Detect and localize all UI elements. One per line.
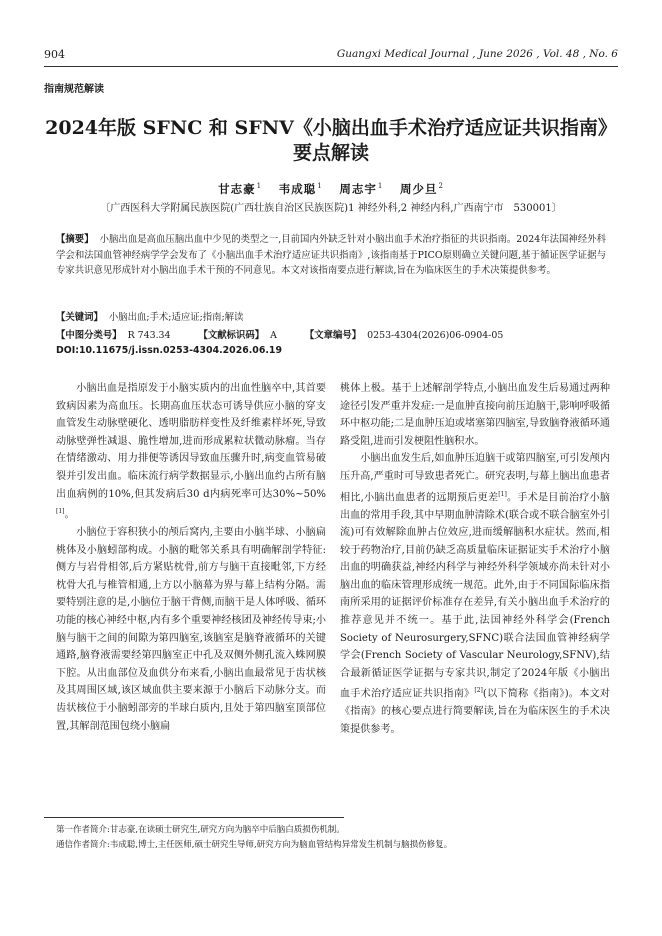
article-title xyxy=(30,116,632,166)
title-line-1: 2024年版 SFNC 和 SFNV《小脑出血手术治疗适应证共识指南》 xyxy=(45,117,617,139)
keywords xyxy=(56,309,606,323)
paragraph: 小脑位于容积狭小的颅后窝内,主要由小脑半球、小脑扁桃体及小脑蚓部构成。小脑的毗邻关系具有明确解剖学特征:侧方与岩骨相邻,后方紧贴枕骨,前方与脑干直接毗邻,下方经枕骨大孔与椎管相通,上方以小脑幕为界与幕上结构分隔。需要特别注意的是,小脑位于脑干背侧,而脑干是人体呼吸、循环功能的核心神经中枢,内有多个重要神经核团及神经传导束;小脑与脑干之间的间隙为第四脑室,该脑室是脑脊液循环的关键通路,脑脊液需要经第四脑室正中孔及双侧外侧孔流入蛛网膜下腔。从出血部位及血供分布来看,小脑出血最常见于齿状核及其周围区域,该区域血供主要来源于小脑后下动脉分支。而齿状核位于小脑蚓部旁的半球白质内,且处于第四脑室顶部位置,其解剖范围包绕小脑扁 xyxy=(56,527,326,732)
paragraph: 小脑出血发生后,如血肿压迫脑干或第四脑室,可引发颅内压升高,严重时可导致患者死亡。研究表明,与幕上脑出血患者相比,小脑出血患者的远期预后更差[1]。手术是目前治疗小脑出血的常用手段,其中早期血肿清除术(联合或不联合脑室外引流)可有效解除血肿占位效应,进而缓解脑积水症状。然而,相较于药物治疗,目前仍缺乏高质量临床证据证实手术治疗小脑出血的明确获益,神经内科学与神经外科学领域亦尚未针对小脑出血的临床管理形成统一规范。此外,由于不同国际临床指南所采用的证据评价标准存在差异,有关小脑出血手术治疗的推荐意见并不统一。基于此,法国神经外科学会(French Society of Neurosurgery,SFNC)联合法国血管神经病学学会(French Society of Vascular Neurology,SFNV),结合最新循证医学证据与专家共识,制定了2024年版《小脑出血手术治疗适应证共识指南》[2](以下简称《指南》)。本文对《指南》的核心要点进行简要解读,旨在为临床医生的手术决策提供参考。 xyxy=(340,453,611,735)
column-tag: 指南规范解读 xyxy=(44,84,104,95)
abstract-text: 小脑出血是高血压脑出血中少见的类型之一,目前国内外缺乏针对小脑出血手术治疗指征的共识指南。2024年法国神经外科学会和法国血管神经病学学会发布了《小脑出血手术治疗适应证共识指南》,该指南基于PICO原则确立关键问题,基于循证医学证据与专家共识意见形成针对小脑出血手术干预的不同意见。本文对该指南要点进行解读,旨在为临床医生的手术决策提供参考。 xyxy=(56,234,606,276)
classification-line xyxy=(56,327,606,341)
keywords-label: 【关键词】 xyxy=(56,312,103,323)
footnote-rule xyxy=(44,817,344,818)
body-column-right xyxy=(340,380,610,739)
author: 甘志豪$^1$ xyxy=(218,182,263,196)
abstract-label: 【摘要】 xyxy=(56,234,94,245)
footnote-corresponding-author: 通信作者简介:韦成聪,博士,主任医师,硕士研究生导师,研究方向为脑血管结构异常发生机制与脑损伤修复。 xyxy=(56,840,453,850)
paragraph: 小脑出血是指原发于小脑实质内的出血性脑卒中,其首要致病因素为高血压。长期高血压状态可诱导供应小脑的穿支血管发生动脉壁硬化、透明脂肪样变性及纤维素样坏死,导致动脉壁弹性减退、脆性增加,进而形成累粒状微动脉瘤。当存在情绪激动、用力排便等诱因导致血压骤升时,病变血管易破裂并引发出血。临床流行病学数据显示,小脑出血约占所有脑出血病例的10%,但其发病后30 d内病死率可达30%~50%[1]。 xyxy=(56,383,326,521)
author: 周少旦$^2$ xyxy=(399,182,444,196)
affiliation: 〔广西医科大学附属民族医院(广西壮族自治区民族医院)1 神经外科,2 神经内科,广西南宁市 530001〕 xyxy=(100,203,562,214)
paragraph: 桃体上极。基于上述解剖学特点,小脑出血发生后易通过两种途径引发严重并发症:一是血肿直接向前压迫脑干,影响呼吸循环中枢功能;二是血肿压迫或堵塞第四脑室,导致脑脊液循环通路受阻,进而引发梗阻性脑积水。 xyxy=(340,383,610,447)
title-line-2: 要点解读 xyxy=(292,142,369,164)
author: 周志宇$^1$ xyxy=(339,182,384,196)
header-rule xyxy=(44,66,618,67)
author-list xyxy=(0,181,662,197)
footnote-first-author: 第一作者简介:甘志豪,在读硕士研究生,研究方向为脑卒中后脑白质损伤机制。 xyxy=(56,825,345,835)
page-number: 904 xyxy=(44,48,65,61)
doc-code-label: 【文献标识码】 xyxy=(198,330,265,341)
keywords-text: 小脑出血;手术;适应证;指南;解读 xyxy=(108,312,244,323)
body-column-left xyxy=(56,380,326,735)
abstract xyxy=(56,232,606,279)
clc-label: 【中图分类号】 xyxy=(56,330,122,341)
journal-header: Guangxi Medical Journal , June 2026 , Vol. 48 , No. 6 xyxy=(336,48,618,60)
doc-code-value: A xyxy=(270,330,277,341)
doi xyxy=(56,345,606,356)
author: 韦成聪$^1$ xyxy=(278,182,323,196)
article-number-label: 【文章编号】 xyxy=(304,330,362,341)
article-number-value: 0253-4304(2026)06-0904-05 xyxy=(367,330,504,341)
clc-value: R 743.34 xyxy=(127,330,171,341)
doi-text: DOI:10.11675/j.issn.0253-4304.2026.06.19 xyxy=(56,345,282,356)
